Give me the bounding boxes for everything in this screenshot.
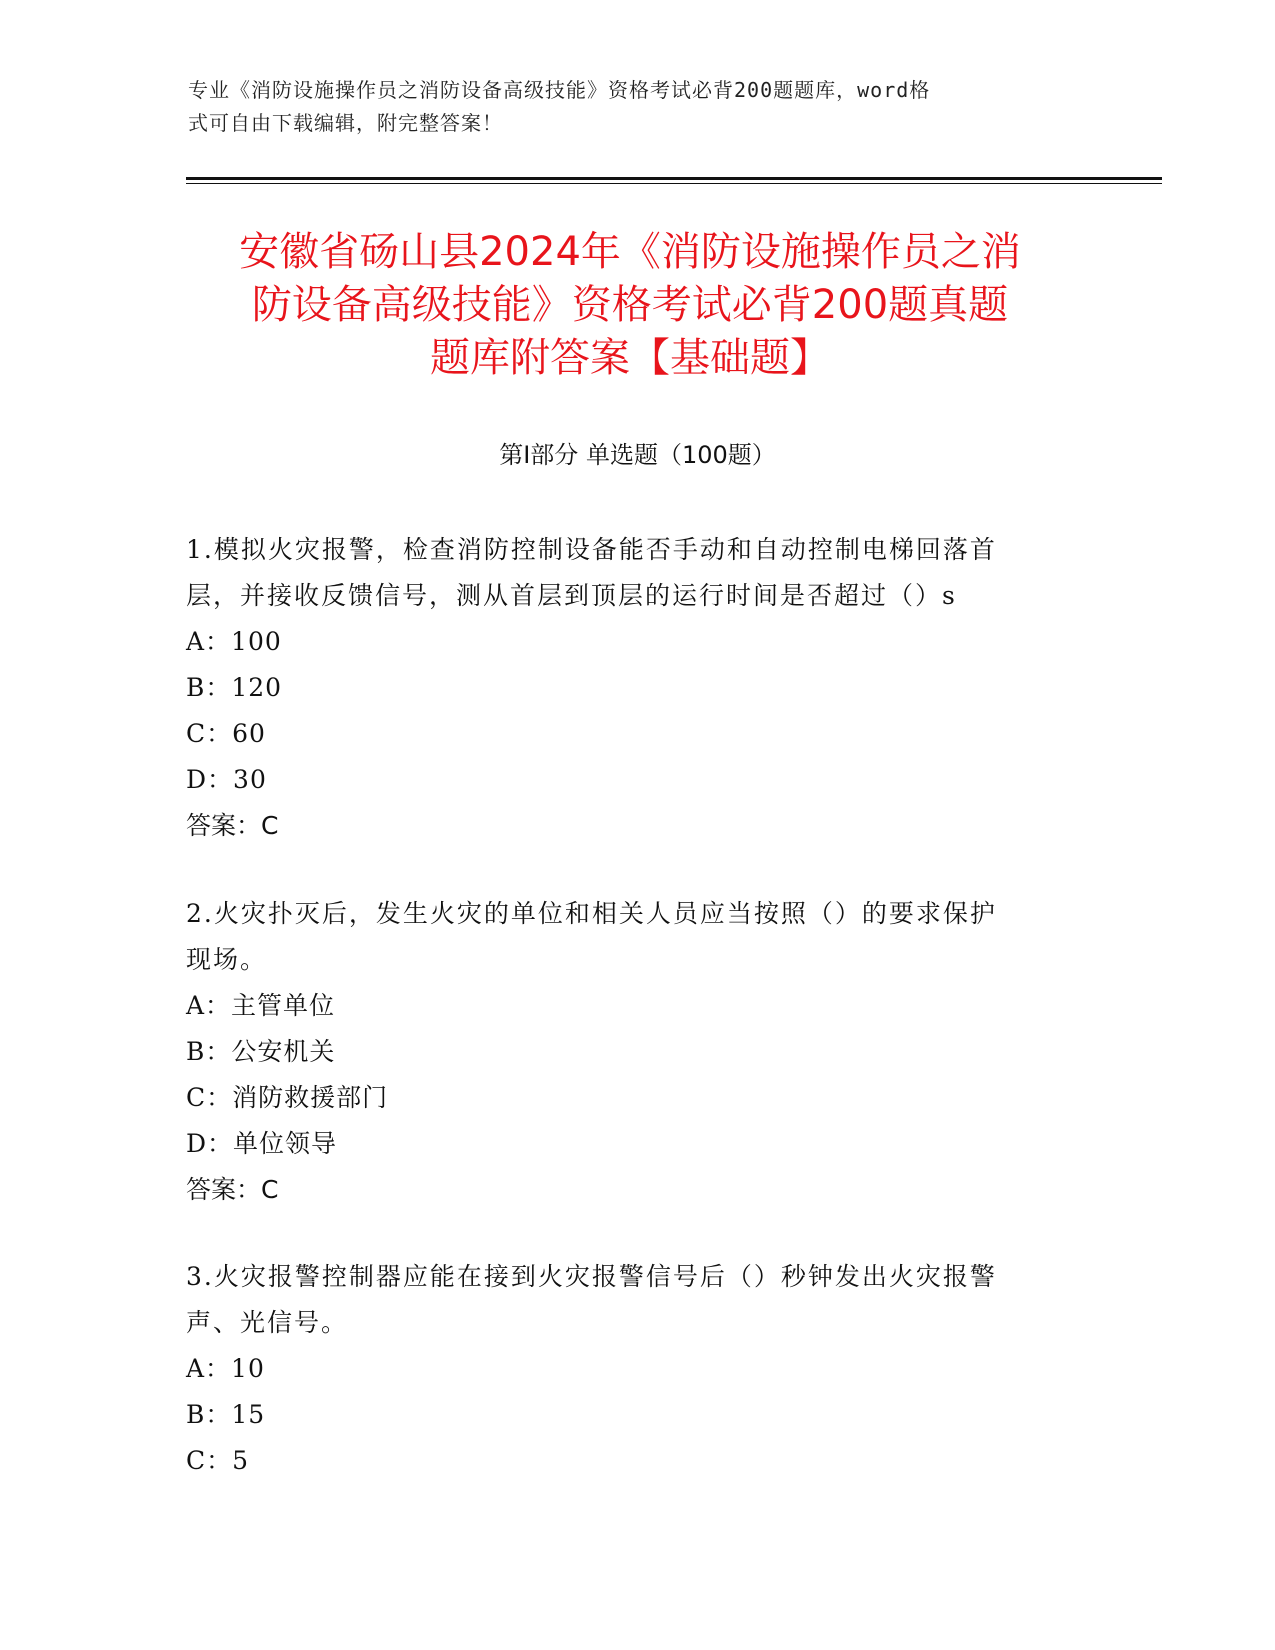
question-stem-line: 现场。: [186, 945, 268, 974]
question-stem: [186, 891, 1066, 983]
option-a: A：10: [186, 1354, 265, 1383]
title-line: 安徽省砀山县2024年《消防设施操作员之消: [239, 229, 1021, 275]
question-stem-line: 声、光信号。: [186, 1308, 349, 1337]
option-d: D：单位领导: [186, 1129, 338, 1158]
option-c: C：60: [186, 719, 266, 748]
question-stem: [186, 1254, 1066, 1346]
question-item: [186, 527, 1066, 849]
header-note: [188, 74, 1068, 140]
section-heading: 第Ⅰ部分 单选题（100题）: [499, 441, 776, 469]
title-line: 防设备高级技能》资格考试必背200题真题: [251, 282, 1009, 328]
question-stem-line: 层，并接收反馈信号，测从首层到顶层的运行时间是否超过（）s: [186, 581, 957, 610]
option-b: B：公安机关: [186, 1037, 336, 1066]
option-c: C：消防救援部门: [186, 1083, 389, 1112]
option-a: A：100: [186, 627, 282, 656]
title-line: 题库附答案【基础题】: [430, 335, 830, 381]
question-stem: [186, 527, 1066, 619]
question-stem-line: 2.火灾扑灭后，发生火灾的单位和相关人员应当按照（）的要求保护: [186, 899, 997, 928]
header-rule-thin: [186, 183, 1162, 184]
answer: 答案：C: [186, 811, 279, 840]
question-stem-line: 1.模拟火灾报警，检查消防控制设备能否手动和自动控制电梯回落首: [186, 535, 997, 564]
option-d: D：30: [186, 765, 267, 794]
question-item: [186, 1254, 1066, 1484]
document-title: [160, 226, 1100, 385]
option-a: A：主管单位: [186, 991, 336, 1020]
header-note-line: 专业《消防设施操作员之消防设备高级技能》资格考试必背200题题库，word格: [188, 78, 931, 102]
question-item: [186, 891, 1066, 1213]
answer: 答案：C: [186, 1175, 279, 1204]
option-b: B：120: [186, 673, 283, 702]
option-c: C：5: [186, 1446, 250, 1475]
header-rule-thick: [186, 177, 1162, 180]
header-note-line: 式可自由下载编辑，附完整答案！: [188, 111, 503, 135]
question-stem-line: 3.火灾报警控制器应能在接到火灾报警信号后（）秒钟发出火灾报警: [186, 1262, 997, 1291]
option-b: B：15: [186, 1400, 266, 1429]
